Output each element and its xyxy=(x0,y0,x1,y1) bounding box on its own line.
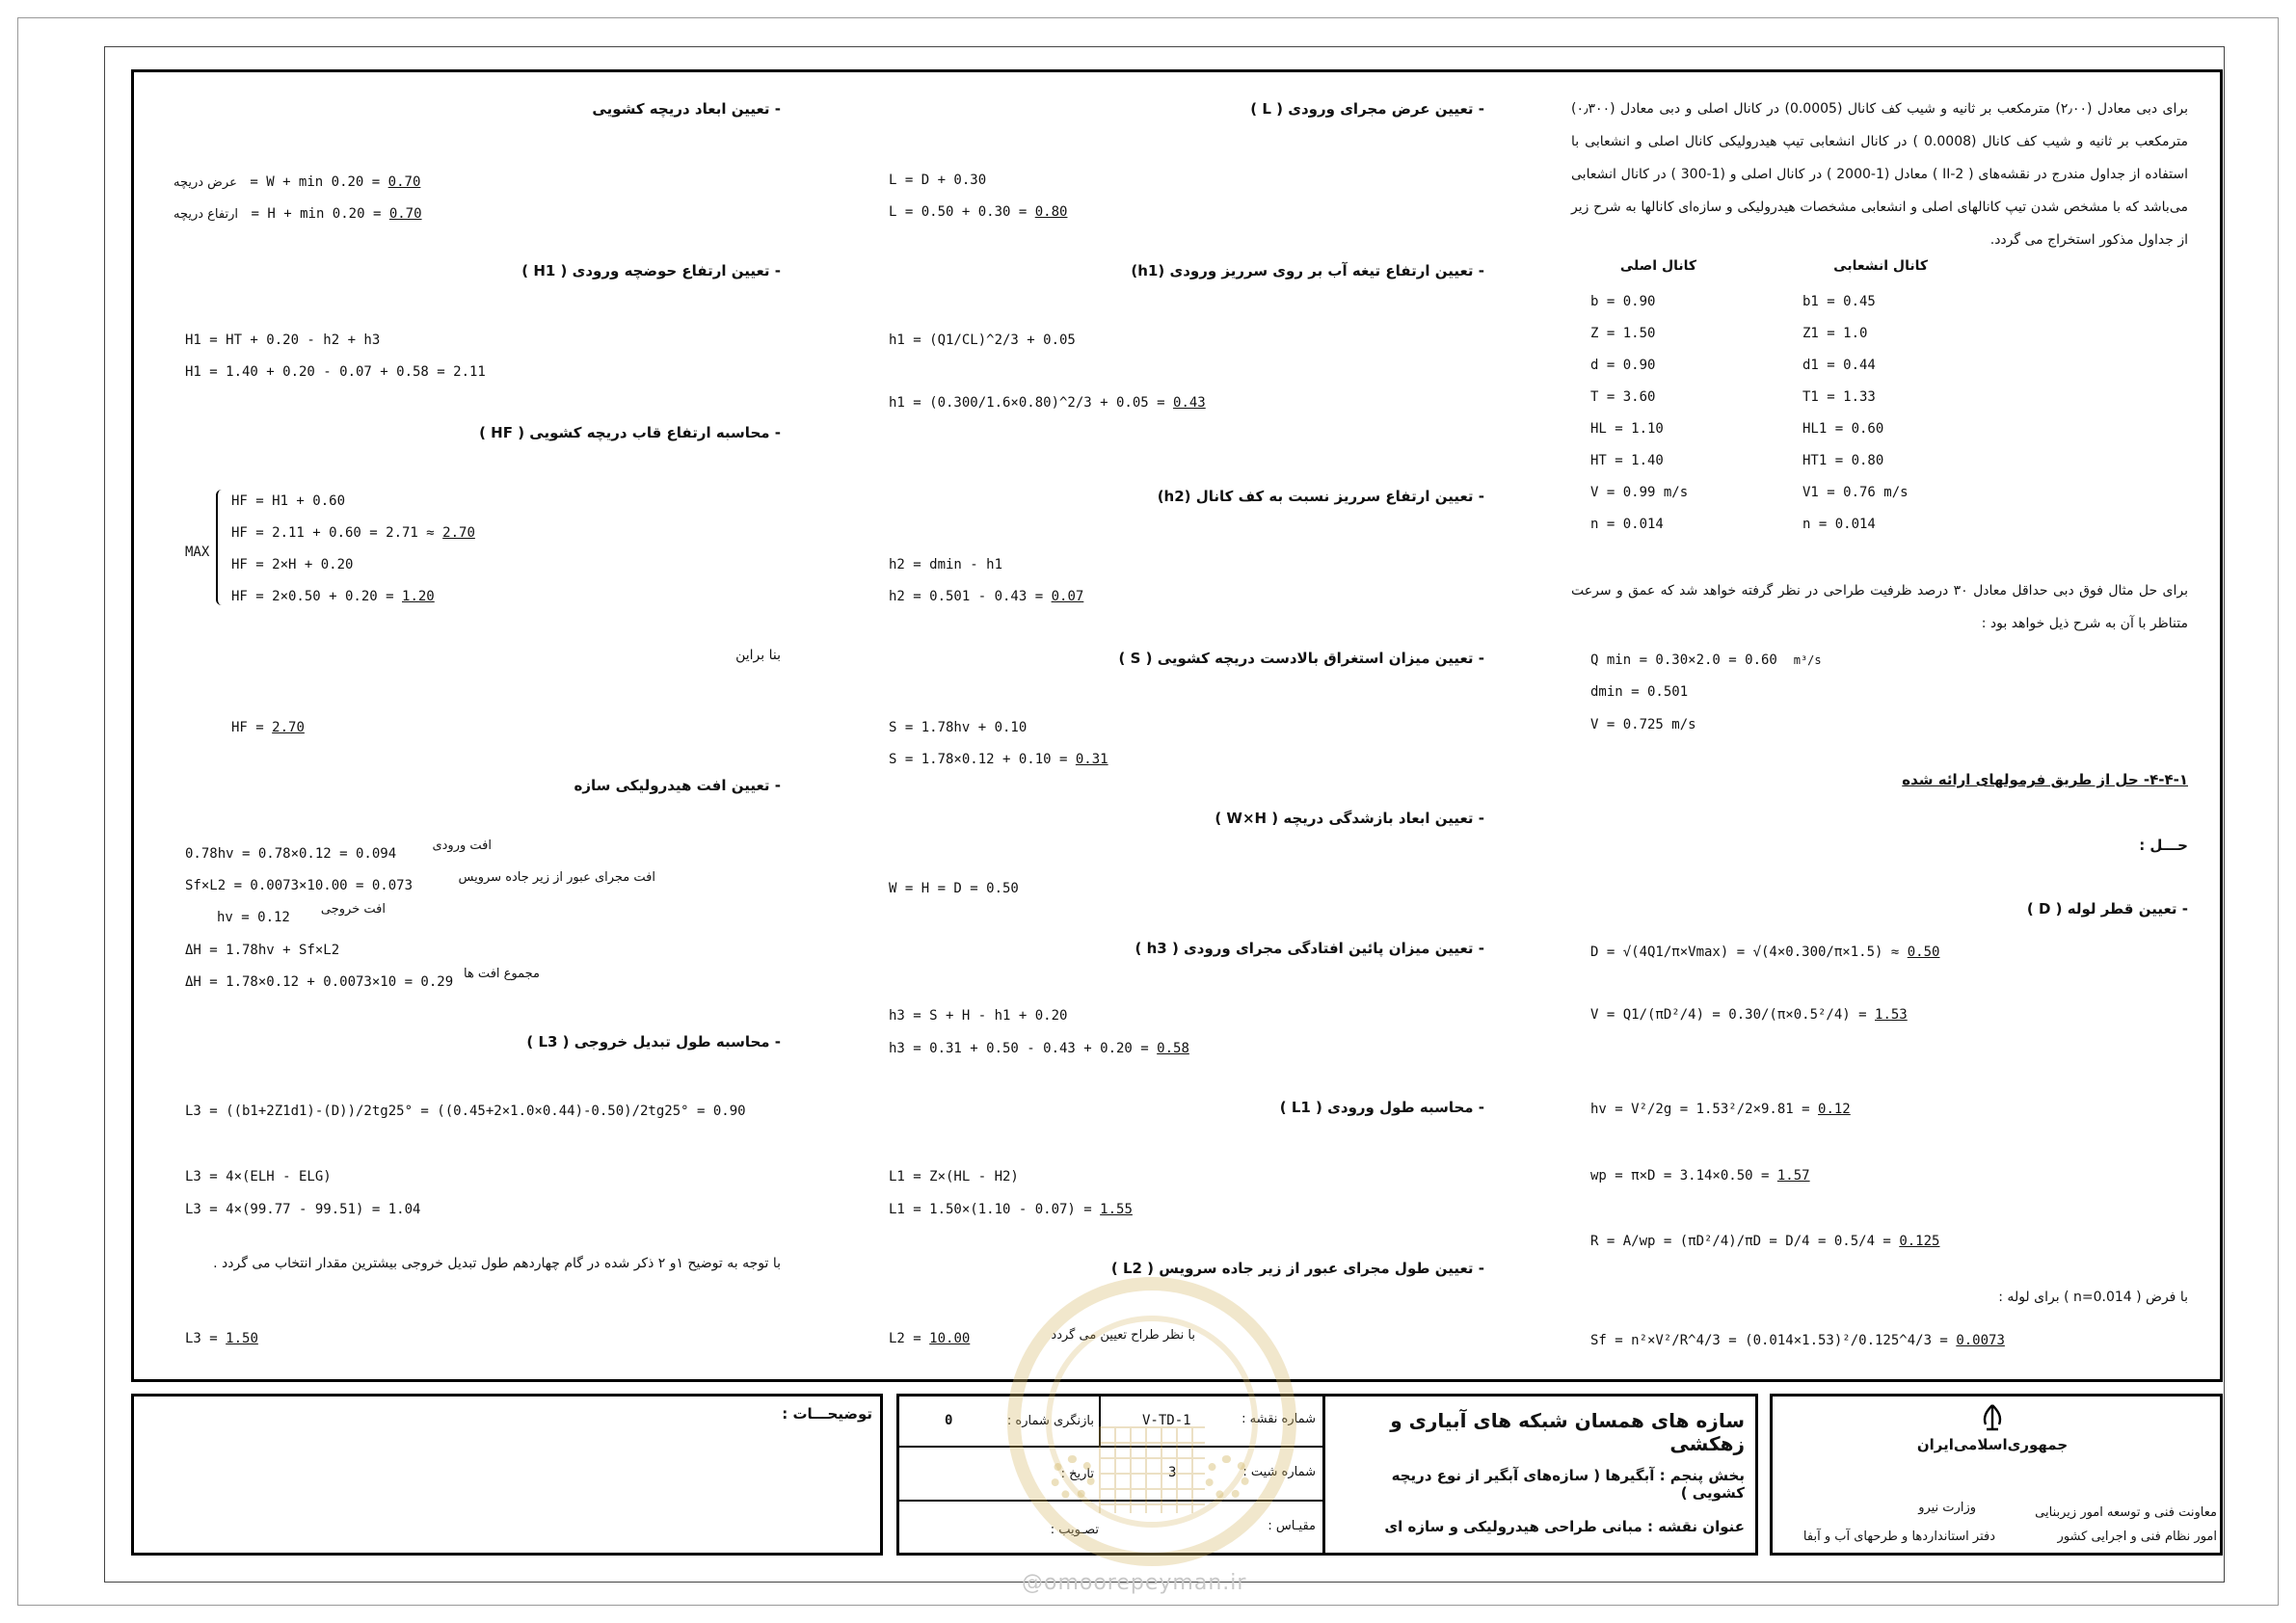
date-label: تاریخ : xyxy=(1060,1467,1094,1481)
heading-l1: - محاسبه طول ورودی ( L1 ) xyxy=(1279,1099,1484,1116)
eq-HF2-result: 2.70 xyxy=(442,525,475,541)
l2-note: با نظر طراح تعیین می گردد xyxy=(1051,1328,1195,1343)
eq-l2a xyxy=(889,1331,970,1346)
eq-wh: W = H = D = 0.50 xyxy=(889,881,1019,896)
notes-label: توضیحـــات : xyxy=(782,1405,872,1423)
branch-item: V1 = 0.76 m/s xyxy=(1802,485,1909,500)
branch-item: Z1 = 1.0 xyxy=(1802,326,1868,341)
eq-s1: S = 1.78hv + 0.10 xyxy=(889,720,1028,735)
eq-loss3: hv = 0.12 xyxy=(217,910,290,925)
branch-item: HL1 = 0.60 xyxy=(1802,421,1884,437)
gate-width-label: عرض دریچه xyxy=(174,175,237,190)
heading-L3: - محاسبه طول تبدیل خروجی ( L3 ) xyxy=(526,1033,781,1051)
branch-item: n = 0.014 xyxy=(1802,517,1876,532)
eq-HF xyxy=(231,720,305,735)
heading-HF: - محاسبه ارتفاع قاب دریچه کشویی ( HF ) xyxy=(479,424,781,441)
eq-HF4-text: HF = 2×0.50 + 0.20 = xyxy=(231,589,394,604)
heading-pipe-diameter: - تعیین قطر لوله ( D ) xyxy=(2026,900,2188,918)
gate-height-label: ارتفاع دریچه xyxy=(174,207,238,222)
max-label: MAX xyxy=(185,545,210,560)
branch-channel-header: کانال انشعابی xyxy=(1833,258,1928,274)
site-watermark: @omoorepeyman.ir xyxy=(1022,1571,1247,1595)
heading-h1: - تعیین ارتفاع تیغه آب بر روی سرریز ورودی (h1) xyxy=(1131,262,1484,279)
gear-icon xyxy=(1051,1455,1095,1500)
loss5-label: مجموع افت ها xyxy=(463,967,540,981)
heading-l2: - تعیین طول مجرای عبور از زیر جاده سرویس ( L2 ) xyxy=(1110,1260,1484,1277)
eq-l1b xyxy=(889,1202,1133,1217)
eq-HF2 xyxy=(231,525,475,541)
eq-HF-result: 2.70 xyxy=(272,720,305,735)
eq-hv-result: 0.12 xyxy=(1818,1102,1851,1117)
heading-wh: - تعیین ابعاد بازشدگی دریچه ( W×H ) xyxy=(1215,810,1484,827)
eq-L3-text: L3 = xyxy=(185,1331,218,1346)
eq-loss4: ΔH = 1.78hv + Sf×L2 xyxy=(185,943,340,958)
eq-r-result: 0.125 xyxy=(1899,1234,1940,1249)
qmin-equation xyxy=(1590,652,1822,668)
eq-sf-result: 0.0073 xyxy=(1956,1333,2005,1348)
eq-l1a: L1 = Z×(HL - H2) xyxy=(889,1169,1019,1184)
approve-label: تصـویب : xyxy=(1050,1523,1099,1537)
map-title: عنوان نقشه : مبانی طراحی هیدرولیکی و سازه ای xyxy=(1384,1518,1745,1535)
heading-h2: - تعیین ارتفاع سرریز نسبت به کف کانال (h2) xyxy=(1157,488,1484,505)
eq-HF4-result: 1.20 xyxy=(402,589,435,604)
ministry-label: وزارت نیرو xyxy=(1918,1501,1976,1515)
main-title: سازه های همسان شبکه های آبیاری و زهکشی xyxy=(1390,1409,1745,1455)
main-item: Z = 1.50 xyxy=(1590,326,1656,341)
main-item: T = 3.60 xyxy=(1590,389,1656,405)
main-item: HT = 1.40 xyxy=(1590,453,1664,468)
dmin-equation: dmin = 0.501 xyxy=(1590,684,1689,700)
eq-h2b xyxy=(889,589,1083,604)
main-item: d = 0.90 xyxy=(1590,358,1656,373)
assume-note: با فرض ( n=0.014 ) برای لوله : xyxy=(1998,1290,2188,1305)
loss2-label: افت مجرای عبور از زیر جاده سرویس xyxy=(458,870,655,885)
country-label: جمهوری‌اسلامی‌ایران xyxy=(1916,1436,2069,1453)
eq-h1b xyxy=(889,395,1206,411)
branch-item: HT1 = 0.80 xyxy=(1802,453,1884,468)
revision-label: بازنگری شماره : xyxy=(1006,1414,1094,1428)
gate-height-result: 0.70 xyxy=(388,206,422,222)
loss1-label: افت ورودی xyxy=(432,838,492,853)
min-flow-paragraph: برای حل مثال فوق دبی حداقل معادل ۳۰ درصد ظرفیت طراحی در نظر گرفته خواهد شد که عمق و سرعت متناظر با آن به شرح ذیل خواهد بود : xyxy=(1571,583,2188,631)
branch-item: d1 = 0.44 xyxy=(1802,358,1876,373)
eq-l2-text: L = 0.50 + 0.30 = xyxy=(889,204,1028,220)
eq-loss5: ΔH = 1.78×0.12 + 0.0073×10 = 0.29 xyxy=(185,974,454,990)
therefore-label: بنا براین xyxy=(735,648,781,663)
eq-L3c: L3 = 4×(99.77 - 99.51) = 1.04 xyxy=(185,1202,421,1217)
emblem-icon xyxy=(1978,1403,2007,1434)
heading-loss: - تعیین افت هیدرولیکی سازه xyxy=(574,777,781,794)
eq-wp xyxy=(1590,1168,1810,1184)
heading-s: - تعیین میزان استغراق بالادست دریچه کشویی ( S ) xyxy=(1118,650,1484,667)
eq-h3b-text: h3 = 0.31 + 0.50 - 0.43 + 0.20 = xyxy=(889,1041,1149,1056)
eq-L3a: L3 = ((b1+2Z1d1)-(D))/2tg25° = ((0.45+2×1.0×0.44)-0.50)/2tg25° = 0.90 xyxy=(185,1104,746,1119)
eq-s2-result: 0.31 xyxy=(1075,752,1108,767)
sheet-label: شماره شیت : xyxy=(1242,1465,1316,1479)
dept2-label: امور نظام فنی و اجرایی کشور xyxy=(2057,1530,2217,1544)
main-item: n = 0.014 xyxy=(1590,517,1664,532)
eq-l1b-text: L1 = 1.50×(1.10 - 0.07) = xyxy=(889,1202,1092,1217)
eq-d-text: D = √(4Q1/π×Vmax) = √(4×0.300/π×1.5) ≈ xyxy=(1590,945,1900,960)
eq-L3b: L3 = 4×(ELH - ELG) xyxy=(185,1169,332,1184)
eq-h1a: h1 = (Q1/CL)^2/3 + 0.05 xyxy=(889,333,1076,348)
eq-v-text: V = Q1/(πD²/4) = 0.30/(π×0.5²/4) = xyxy=(1590,1007,1867,1023)
title-divider-v xyxy=(1322,1394,1325,1556)
dept1-label: معاونت فنی و توسعه امور زیربنایی xyxy=(2035,1505,2217,1520)
eq-l1: L = D + 0.30 xyxy=(889,173,987,188)
map-no-label: شماره نقشه : xyxy=(1241,1412,1316,1426)
heading-gate-dims: - تعیین ابعاد دریچه کشویی xyxy=(592,100,781,118)
eq-HF1: HF = H1 + 0.60 xyxy=(231,493,346,509)
eq-h2a: h2 = dmin - h1 xyxy=(889,557,1003,572)
eq-r xyxy=(1590,1234,1939,1249)
gate-width-row: عرض دریچه = W + min 0.20 = 0.70 xyxy=(174,174,421,190)
eq-l2 xyxy=(889,204,1067,220)
heading-h3: - تعیین میزان پائین افتادگی مجرای ورودی ( h3 ) xyxy=(1135,940,1484,957)
solve-label: حـــل : xyxy=(2139,837,2188,854)
eq-wp-text: wp = π×D = 3.14×0.50 = xyxy=(1590,1168,1770,1184)
eq-l2-result: 0.80 xyxy=(1034,204,1068,220)
eq-h3b xyxy=(889,1041,1189,1056)
eq-hv-text: hv = V²/2g = 1.53²/2×9.81 = xyxy=(1590,1102,1810,1117)
eq-d xyxy=(1590,945,1939,960)
eq-wp-result: 1.57 xyxy=(1776,1168,1810,1184)
eq-d-result: 0.50 xyxy=(1907,945,1940,960)
eq-H1a: H1 = HT + 0.20 - h2 + h3 xyxy=(185,333,381,348)
eq-l1b-result: 1.55 xyxy=(1100,1202,1133,1217)
eq-l2a-result: 10.00 xyxy=(929,1331,971,1346)
eq-sf xyxy=(1590,1333,2005,1348)
main-item: b = 0.90 xyxy=(1590,294,1656,309)
eq-v xyxy=(1590,1007,1908,1023)
eq-loss1: 0.78hv = 0.78×0.12 = 0.094 xyxy=(185,846,397,862)
branch-item: b1 = 0.45 xyxy=(1802,294,1876,309)
eq-h2b-result: 0.07 xyxy=(1051,589,1084,604)
qmin-text: Q min = 0.30×2.0 = 0.60 xyxy=(1590,652,1777,668)
part-title: بخش پنجم : آبگیرها ( سازه‌های آبگیر از نوع دریچه کشویی ) xyxy=(1391,1467,1745,1502)
eq-L3-result: 1.50 xyxy=(226,1331,258,1346)
eq-s2 xyxy=(889,752,1108,767)
map-no-value: V-TD-1 xyxy=(1142,1413,1191,1428)
max-brace xyxy=(216,490,226,605)
revision-value: 0 xyxy=(945,1413,953,1428)
heading-inlet-width: - تعیین عرض مجرای ورودی ( L ) xyxy=(1250,100,1484,118)
branch-item: T1 = 1.33 xyxy=(1802,389,1876,405)
eq-HF2-text: HF = 2.11 + 0.60 = 2.71 ≈ xyxy=(231,525,435,541)
eq-h3b-result: 0.58 xyxy=(1157,1041,1189,1056)
eq-h3a: h3 = S + H - h1 + 0.20 xyxy=(889,1008,1068,1024)
vmin-equation: V = 0.725 m/s xyxy=(1590,717,1696,732)
eq-h2b-text: h2 = 0.501 - 0.43 = xyxy=(889,589,1044,604)
main-channel-header: کانال اصلی xyxy=(1619,258,1696,274)
eq-h1b-result: 0.43 xyxy=(1173,395,1206,411)
intro-paragraph: برای دبی معادل (۲٫۰۰) مترمکعب بر ثانیه و شیب کف کانال (0.0005) در کانال اصلی و دبی معادل (۰٫۳۰۰) مترمکعب بر ثانیه و شیب کف کانال (0.0008 ) در کانال انشعابی تیپ هیدرولیکی کانال اصلی و انشعابی با استفاده از جداول مندرج در نقشه‌های ( II-2 ) معادل (1-2000 ) در کانال اصلی و (1-300 ) در کانال انشعابی می‌باشد که با مشخص شدن تیپ کانالهای اصلی و انشعابی مشخصات هیدرولیکی و سازه‌ای کانالها به شرح زیر از جداول مذکور استخراج می گردد. xyxy=(1571,101,2189,248)
main-item: V = 0.99 m/s xyxy=(1590,485,1689,500)
gate-height-row: ارتفاع دریچه = H + min 0.20 = 0.70 xyxy=(174,206,422,222)
dept3-label: دفتر استانداردها و طرحهای آب و آبفا xyxy=(1802,1530,1995,1544)
stamp-grid xyxy=(1099,1426,1205,1513)
gate-height-eq: H + min 0.20 = xyxy=(267,206,382,222)
gate-width-eq: W + min 0.20 = xyxy=(266,174,381,190)
eq-L3 xyxy=(185,1331,258,1346)
eq-HF3: HF = 2×H + 0.20 xyxy=(231,557,354,572)
eq-l2a-text: L2 = xyxy=(889,1331,921,1346)
section-heading: ۴-۴-۱- حل از طریق فرمولهای ارائه شده xyxy=(1902,771,2188,788)
loss3-label: افت خروجی xyxy=(320,902,386,917)
qmin-unit: m³/s xyxy=(1793,653,1822,667)
eq-v-result: 1.53 xyxy=(1875,1007,1908,1023)
eq-H1b: H1 = 1.40 + 0.20 - 0.07 + 0.58 = 2.11 xyxy=(185,364,486,380)
eq-loss2: Sf×L2 = 0.0073×10.00 = 0.073 xyxy=(185,878,414,893)
L3-note: با توجه به توضیح ۱و ۲ ذکر شده در گام چهاردهم طول تبدیل خروجی بیشترین مقدار انتخاب می گردد . xyxy=(213,1256,781,1271)
heading-H1: - تعیین ارتفاع حوضچه ورودی ( H1 ) xyxy=(521,262,781,279)
gate-width-result: 0.70 xyxy=(387,174,421,190)
eq-hv xyxy=(1590,1102,1851,1117)
eq-sf-text: Sf = n²×V²/R^4/3 = (0.014×1.53)²/0.125^4/3 = xyxy=(1590,1333,1948,1348)
eq-HF-text: HF = xyxy=(231,720,264,735)
sheet-value: 3 xyxy=(1168,1465,1177,1480)
eq-r-text: R = A/wp = (πD²/4)/πD = D/4 = 0.5/4 = xyxy=(1590,1234,1891,1249)
eq-s2-text: S = 1.78×0.12 + 0.10 = xyxy=(889,752,1068,767)
main-item: HL = 1.10 xyxy=(1590,421,1664,437)
gear-icon xyxy=(1205,1455,1249,1500)
scale-label: مقیـاس : xyxy=(1268,1519,1316,1533)
eq-HF4 xyxy=(231,589,435,604)
eq-h1b-text: h1 = (0.300/1.6×0.80)^2/3 + 0.05 = xyxy=(889,395,1165,411)
